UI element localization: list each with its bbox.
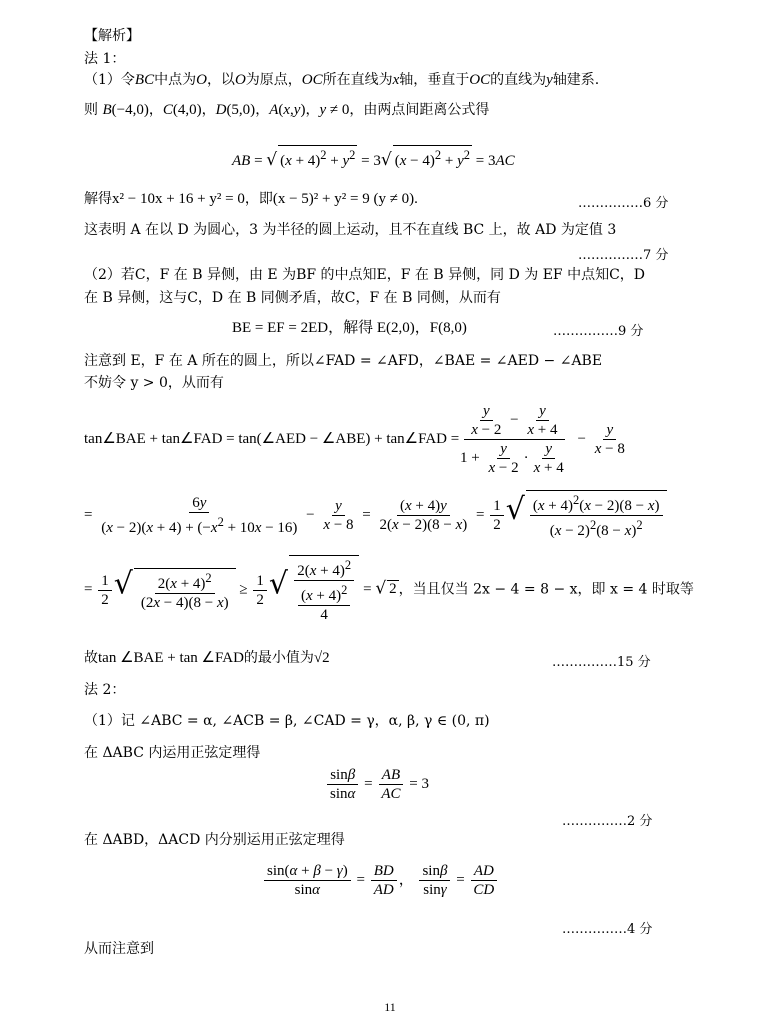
score-7: ……………7 分 [578, 248, 669, 263]
note-line-1: 注意到 E，F 在 A 所在的圆上，所以∠FAD = ∠AFD，∠BAE = ∠AED − ∠ABE [84, 353, 603, 369]
part1-setup-line: （1）令BC中点为O，以O为原点，OC所在直线为x轴，垂直于OC的直线为y轴建系. [84, 72, 600, 88]
circle-conclusion: 这表明 A 在以 D 为圆心，3 为半径的圆上运动，且不在直线 BC 上，故 AD 为定值 3 [84, 222, 617, 238]
tan-sum-lhs: tan∠BAE + tan∠FAD = tan(∠AED − ∠ABE) + tan∠FAD = [84, 431, 460, 447]
score-15: ……………15 分 [552, 655, 651, 670]
method-2-label: 法 2： [84, 682, 126, 698]
score-9: ……………9 分 [553, 324, 644, 339]
part2-line-2: 在 B 异侧，这与C，D 在 B 同侧矛盾，故C，F 在 B 同侧，从而有 [84, 290, 501, 306]
method2-line-1: （1）记 ∠ABC = α, ∠ACB = β, ∠CAD = γ，α, β, γ ∈ (0, π) [84, 713, 490, 729]
score-6: ……………6 分 [578, 196, 669, 211]
inequality-step: = $\frac{1}{2}$ √ $\frac{2(x + 4)^2}{(2x - 4)(8 - x)}$ ≥ $\frac{1}{2}$ √ $\frac{2(x + 4)^2}{\frac{(x + 4)^2}{4}}$ = √ 2 ，当且仅当 2x − 4 = 8 − x，即 x = 4 时取等 [84, 555, 694, 624]
note-line-2: 不妨令 y > 0，从而有 [84, 375, 224, 391]
method-1-label: 法 1： [84, 51, 126, 67]
tan-sum-fraction: $\frac{y}{x - 2}$ − $\frac{y}{x + 4}$ 1 + $\frac{y}{x - 2}$ · $\frac{y}{x + 4}$ − $\frac{y}{x - 8}$ [460, 403, 625, 476]
coordinates-line: 则 B(−4,0)，C(4,0)，D(5,0)，A(x,y)，y ≠ 0，由两点间距离公式得 [84, 102, 490, 118]
page-number: 11 [384, 1000, 396, 1014]
method2-line-3: 在 ΔABD，ΔACD 内分别运用正弦定理得 [84, 832, 345, 848]
part2-line-1: （2）若C，F 在 B 异侧，由 E 为BF 的中点知E，F 在 B 异侧，同 D 为 EF 中点知C，D [84, 267, 646, 283]
section-header: 【解析】 [84, 28, 140, 44]
score-2: ……………2 分 [562, 814, 653, 829]
distance-equation: AB = √ $(x + 4)^2 + y^2 = 3√$ $(x - 4)^2 + y^2 = 3AC$ [232, 145, 515, 170]
method2-line-2: 在 ΔABC 内运用正弦定理得 [84, 745, 261, 761]
sine-rule-abd-acd: $\frac{\sin(\alpha + \beta - \gamma)}{\sin\alpha}$ = $\frac{BD}{AD}$ ， $\frac{\sin\beta}{\sin\gamma}$ = $\frac{AD}{CD}$ [262, 862, 499, 899]
sine-rule-abc: $\frac{\sin\beta}{\sin\alpha}$ = $\frac{AB}{AC}$ = 3 [325, 766, 429, 803]
score-4: ……………4 分 [562, 922, 653, 937]
minimum-conclusion: 故tan ∠BAE + tan ∠FAD的最小值为√2 [84, 650, 330, 666]
circle-equation-line: 解得x² − 10x + 16 + y² = 0，即(x − 5)² + y² = 9 (y ≠ 0). [84, 191, 418, 207]
be-ef-equation: BE = EF = 2ED，解得 E(2,0)，F(8,0) [232, 320, 467, 336]
method2-line-4: 从而注意到 [84, 941, 154, 957]
simplification-step: = $\frac{6y}{(x - 2)(x + 4) + (-x^2 + 10x - 16)}$ − $\frac{y}{x - 8}$ = $\frac{(x + 4)y}{2(x - 2)(8 - x)}$ = $\frac{1}{2}$ √ $\frac{(x + 4)^2(x - 2)(8 - x)}{(x - 2)^2(8 - x)^2}$ [84, 490, 667, 540]
